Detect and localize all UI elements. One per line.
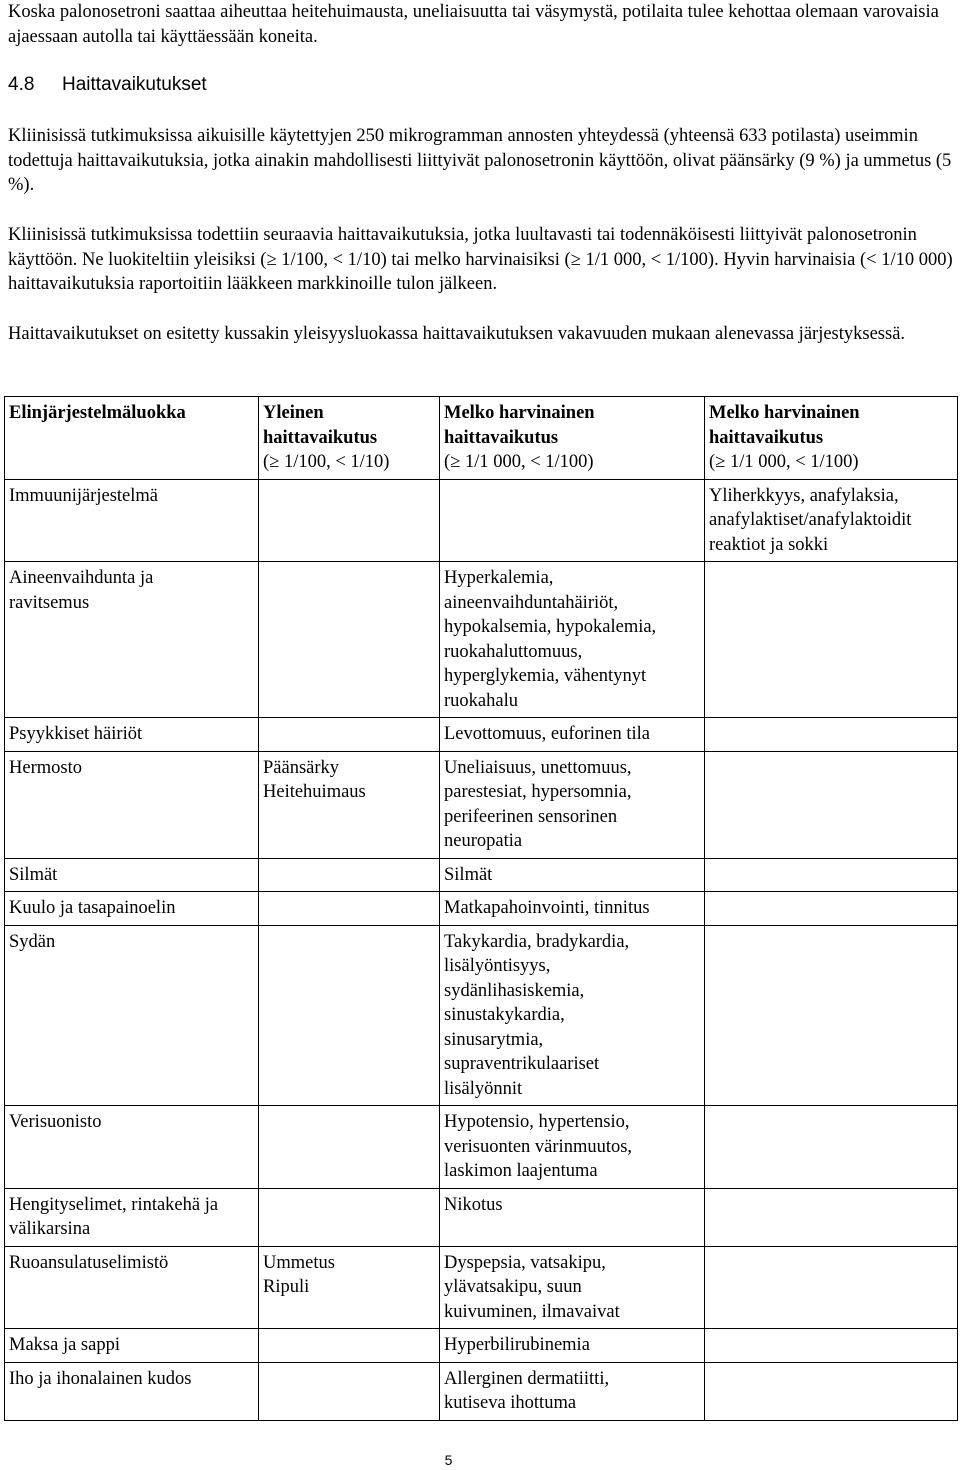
- paragraph-common-effects: Kliinisissä tutkimuksissa aikuisille käytettyjen 250 mikrogramman annosten yhteydessä (yhteensä 633 potilasta) useimmin todettuja haittavaikutuksia, jotka ainakin mahdollisesti liittyivät palonosetronin käyttöön, olivat päänsärky (9 %) ja ummetus (5 %).: [8, 126, 952, 195]
- table-header-row: [5, 397, 958, 480]
- page-number: 5: [444, 1452, 453, 1468]
- common-cell: [259, 479, 440, 562]
- organ-class-cell: [5, 1362, 259, 1420]
- organ-class-cell: [5, 718, 259, 752]
- cell-text: Sydän: [9, 931, 56, 952]
- uncommon-cell: [440, 1329, 705, 1363]
- header-uncommon-postmarketing-range: (≥ 1/1 000, < 1/100): [709, 452, 859, 472]
- cell-text: Silmät: [444, 864, 493, 885]
- cell-text: Hyperkalemia, aineenvaihduntahäiriöt, hypokalsemia, hypokalemia, ruokahaluttomuus, hyperglykemia, vähentynyt ruokahalu: [444, 568, 657, 711]
- uncommon-postmarketing-cell: [705, 892, 958, 926]
- uncommon-postmarketing-cell: [705, 925, 958, 1106]
- table-row: [5, 1106, 958, 1189]
- header-uncommon-postmarketing: Melko harvinainen haittavaikutus (≥ 1/1 000, < 1/100): [705, 397, 958, 480]
- header-organ-class: Elinjärjestelmäluokka: [5, 397, 259, 480]
- common-cell: [259, 1329, 440, 1363]
- cell-text: Iho ja ihonalainen kudos: [9, 1368, 192, 1389]
- table-row: [5, 479, 958, 562]
- header-common-range: (≥ 1/100, < 1/10): [263, 452, 390, 472]
- header-common: Yleinen haittavaikutus (≥ 1/100, < 1/10): [259, 397, 440, 480]
- uncommon-cell: [440, 1106, 705, 1189]
- organ-class-cell: [5, 892, 259, 926]
- table-row: [5, 751, 958, 858]
- cell-text: Maksa ja sappi: [9, 1335, 120, 1355]
- common-cell: [259, 892, 440, 926]
- common-cell: [259, 1188, 440, 1246]
- cell-text: Hermosto: [9, 757, 82, 778]
- cell-text: Hengityselimet, rintakehä ja välikarsina: [9, 1194, 219, 1239]
- common-cell: [259, 751, 440, 858]
- cell-text: Silmät: [9, 864, 58, 885]
- cell-text: Matkapahoinvointi, tinnitus: [444, 898, 650, 918]
- uncommon-cell: [440, 1362, 705, 1420]
- uncommon-postmarketing-cell: [705, 1106, 958, 1189]
- header-uncommon: Melko harvinainen haittavaikutus (≥ 1/1 000, < 1/100): [440, 397, 705, 480]
- organ-class-cell: [5, 1246, 259, 1329]
- cell-text: Hypotensio, hypertensio, verisuonten värinmuutos, laskimon laajentuma: [444, 1112, 633, 1181]
- organ-class-cell: [5, 562, 259, 718]
- organ-class-cell: [5, 751, 259, 858]
- uncommon-cell: [440, 751, 705, 858]
- table-row: [5, 1188, 958, 1246]
- cell-text: Päänsärky Heitehuimaus: [263, 757, 366, 802]
- table-row: [5, 892, 958, 926]
- intro-paragraph: Koska palonosetroni saattaa aiheuttaa heitehuimausta, uneliaisuutta tai väsymystä, potilaita tulee kehottaa olemaan varovaisia ajaessaan autolla tai käyttäessään koneita.: [8, 2, 939, 47]
- table-row: [5, 1329, 958, 1363]
- uncommon-postmarketing-cell: [705, 1246, 958, 1329]
- uncommon-postmarketing-cell: [705, 718, 958, 752]
- uncommon-postmarketing-cell: [705, 858, 958, 892]
- cell-text: Kuulo ja tasapainoelin: [9, 898, 176, 918]
- table-row: [5, 562, 958, 718]
- uncommon-cell: [440, 479, 705, 562]
- uncommon-postmarketing-cell: [705, 1188, 958, 1246]
- cell-text: Verisuonisto: [9, 1112, 102, 1132]
- common-cell: [259, 858, 440, 892]
- cell-text: Nikotus: [444, 1194, 503, 1215]
- table-row: [5, 718, 958, 752]
- uncommon-postmarketing-cell: [705, 1362, 958, 1420]
- organ-class-cell: [5, 858, 259, 892]
- table-row: [5, 1246, 958, 1329]
- cell-text: Immuunijärjestelmä: [9, 485, 158, 506]
- cell-text: Allerginen dermatiitti, kutiseva ihottuma: [444, 1368, 610, 1413]
- uncommon-postmarketing-cell: [705, 1329, 958, 1363]
- uncommon-cell: [440, 1246, 705, 1329]
- cell-text: Psyykkiset häiriöt: [9, 724, 143, 744]
- uncommon-cell: [440, 1188, 705, 1246]
- cell-text: Ummetus Ripuli: [263, 1252, 335, 1297]
- common-cell: [259, 562, 440, 718]
- cell-text: Uneliaisuus, unettomuus, parestesiat, hypersomnia, perifeerinen sensorinen neuropatia: [444, 757, 632, 851]
- cell-text: Ruoansulatuselimistö: [9, 1252, 169, 1273]
- section-heading: [8, 72, 953, 98]
- uncommon-postmarketing-cell: [705, 479, 958, 562]
- organ-class-cell: [5, 1329, 259, 1363]
- header-uncommon-range: (≥ 1/1 000, < 1/100): [444, 452, 594, 472]
- organ-class-cell: [5, 1106, 259, 1189]
- paragraph-ordering: Haittavaikutukset on esitetty kussakin yleisyysluokassa haittavaikutuksen vakavuuden mukaan alenevassa järjestyksessä.: [8, 324, 906, 344]
- table-row: [5, 858, 958, 892]
- cell-text: Hyperbilirubinemia: [444, 1335, 590, 1355]
- cell-text: Yliherkkyys, anafylaksia, anafylaktiset/anafylaktoidit reaktiot ja sokki: [709, 485, 912, 555]
- organ-class-cell: [5, 1188, 259, 1246]
- common-cell: [259, 925, 440, 1106]
- table-row: [5, 925, 958, 1106]
- section-title: Haittavaikutukset: [62, 74, 207, 95]
- organ-class-cell: [5, 925, 259, 1106]
- cell-text: Takykardia, bradykardia, lisälyöntisyys, sydänlihasiskemia, sinustakykardia, sinusarytmia, supraventrikulaariset lisälyönnit: [444, 931, 630, 1099]
- uncommon-cell: [440, 925, 705, 1106]
- uncommon-postmarketing-cell: [705, 751, 958, 858]
- paragraph-classification: Kliinisissä tutkimuksissa todettiin seuraavia haittavaikutuksia, jotka luultavasti tai todennäköisesti liittyivät palonosetronin käyttöön. Ne luokiteltiin yleisiksi (≥ 1/100, < 1/10) tai melko harvinaisiksi (≥ 1/1 000, < 1/100). Hyvin harvinaisia (< 1/10 000) haittavaikutuksia raportoitiin lääkkeen markkinoille tulon jälkeen.: [8, 225, 953, 294]
- common-cell: [259, 1106, 440, 1189]
- uncommon-postmarketing-cell: [705, 562, 958, 718]
- organ-class-cell: [5, 479, 259, 562]
- cell-text: Levottomuus, euforinen tila: [444, 724, 651, 744]
- uncommon-cell: [440, 892, 705, 926]
- section-number: 4.8: [8, 74, 35, 95]
- adverse-effects-table: [4, 396, 958, 1421]
- cell-text: Aineenvaihdunta ja ravitsemus: [9, 568, 154, 613]
- common-cell: [259, 1362, 440, 1420]
- common-cell: [259, 718, 440, 752]
- uncommon-cell: [440, 562, 705, 718]
- uncommon-cell: [440, 718, 705, 752]
- table-row: [5, 1362, 958, 1420]
- cell-text: Dyspepsia, vatsakipu, ylävatsakipu, suun kuivuminen, ilmavaivat: [444, 1252, 620, 1322]
- uncommon-cell: [440, 858, 705, 892]
- common-cell: [259, 1246, 440, 1329]
